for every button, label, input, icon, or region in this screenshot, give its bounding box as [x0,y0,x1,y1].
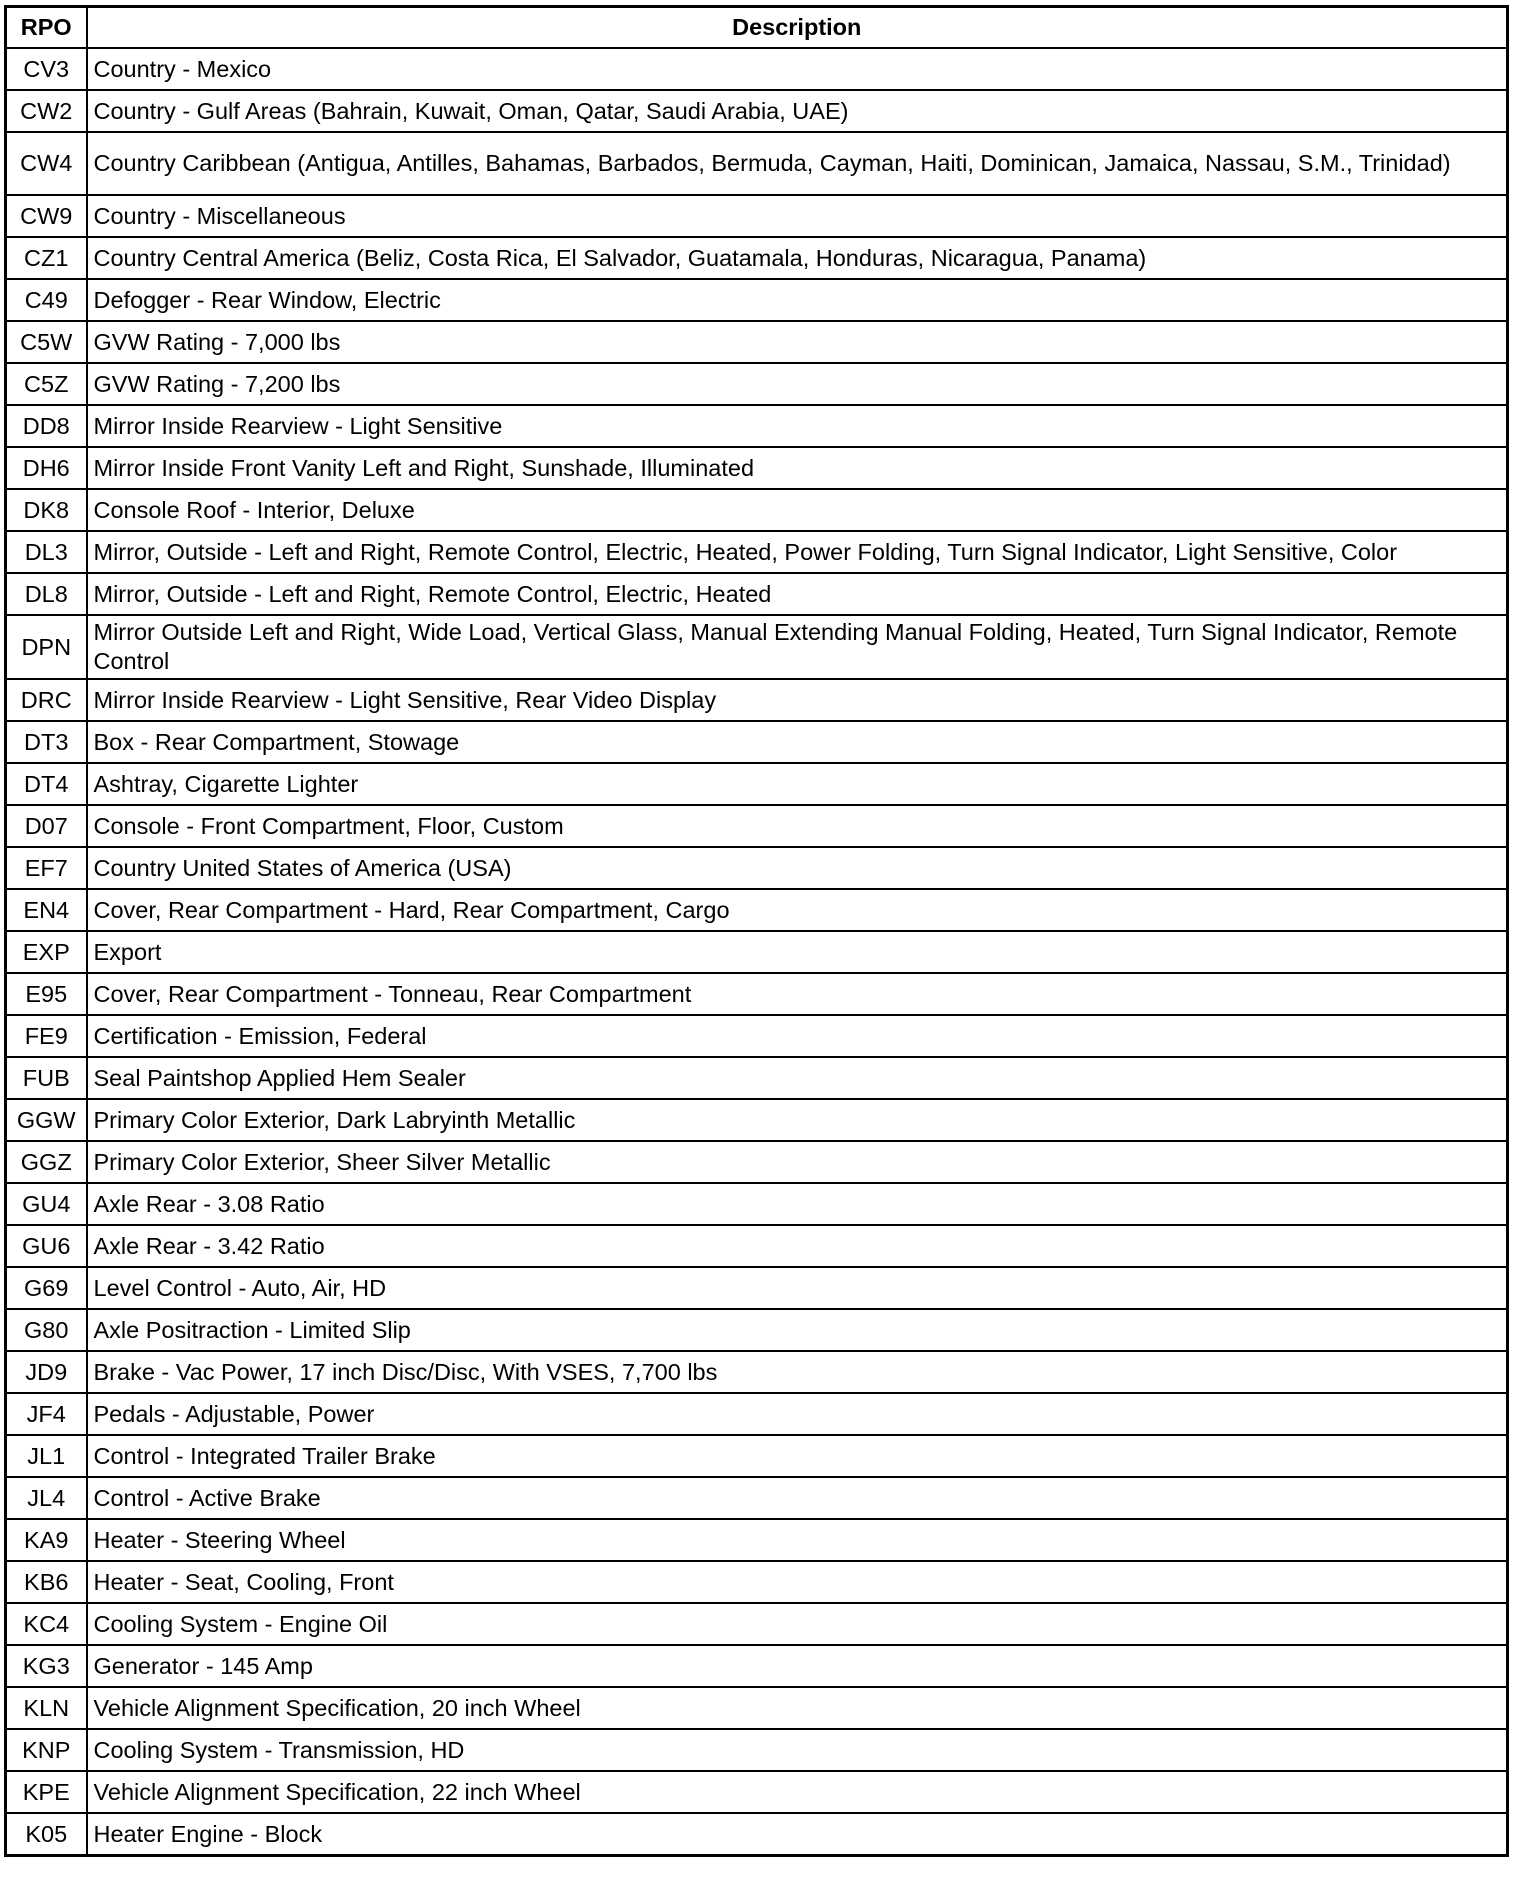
rpo-code-cell: C49 [6,279,87,321]
description-cell: Primary Color Exterior, Dark Labryinth Metallic [87,1099,1508,1141]
table-row [6,1519,1508,1561]
table-row [6,1645,1508,1687]
description-cell: Brake - Vac Power, 17 inch Disc/Disc, With VSES, 7,700 lbs [87,1351,1508,1393]
table-row [6,1393,1508,1435]
rpo-code-cell: DK8 [6,489,87,531]
rpo-code-cell: KB6 [6,1561,87,1603]
table-row [6,1687,1508,1729]
table-row [6,48,1508,90]
rpo-code-cell: DD8 [6,405,87,447]
table-row [6,1603,1508,1645]
rpo-code-cell: G80 [6,1309,87,1351]
table-row [6,763,1508,805]
table-row [6,531,1508,573]
table-row [6,1435,1508,1477]
table-row [6,1477,1508,1519]
rpo-code-cell: KPE [6,1771,87,1813]
table-row [6,1813,1508,1856]
description-cell: Box - Rear Compartment, Stowage [87,721,1508,763]
table-row [6,405,1508,447]
rpo-code-cell: K05 [6,1813,87,1856]
description-cell: Pedals - Adjustable, Power [87,1393,1508,1435]
description-cell: Mirror Outside Left and Right, Wide Load, Vertical Glass, Manual Extending Manual Folding, Heated, Turn Signal Indicator, Remote Control [87,615,1508,679]
rpo-code-cell: FE9 [6,1015,87,1057]
table-row [6,847,1508,889]
description-cell: Mirror Inside Rearview - Light Sensitive [87,405,1508,447]
rpo-code-cell: CZ1 [6,237,87,279]
table-row [6,447,1508,489]
rpo-code-cell: C5W [6,321,87,363]
rpo-table-container [4,5,1509,1857]
rpo-code-cell: KNP [6,1729,87,1771]
description-cell: Cover, Rear Compartment - Hard, Rear Compartment, Cargo [87,889,1508,931]
table-row [6,279,1508,321]
description-cell: Mirror, Outside - Left and Right, Remote Control, Electric, Heated, Power Folding, Turn Signal Indicator, Light Sensitive, Color [87,531,1508,573]
rpo-code-cell: CW2 [6,90,87,132]
description-cell: Axle Rear - 3.42 Ratio [87,1225,1508,1267]
description-cell: Country United States of America (USA) [87,847,1508,889]
description-cell: Export [87,931,1508,973]
description-cell: Country Central America (Beliz, Costa Rica, El Salvador, Guatamala, Honduras, Nicaragua, Panama) [87,237,1508,279]
description-cell: Cooling System - Engine Oil [87,1603,1508,1645]
table-row [6,615,1508,679]
rpo-code-cell: DRC [6,679,87,721]
table-row [6,132,1508,195]
rpo-code-cell: DL8 [6,573,87,615]
rpo-code-cell: DT4 [6,763,87,805]
description-cell: Heater Engine - Block [87,1813,1508,1856]
table-row [6,237,1508,279]
rpo-code-cell: D07 [6,805,87,847]
table-row [6,805,1508,847]
table-row [6,1309,1508,1351]
table-row [6,90,1508,132]
table-row [6,931,1508,973]
description-cell: Axle Positraction - Limited Slip [87,1309,1508,1351]
rpo-code-cell: DPN [6,615,87,679]
description-cell: Country - Mexico [87,48,1508,90]
description-cell: Ashtray, Cigarette Lighter [87,763,1508,805]
rpo-code-cell: EN4 [6,889,87,931]
rpo-code-cell: DT3 [6,721,87,763]
description-cell: Heater - Seat, Cooling, Front [87,1561,1508,1603]
rpo-code-cell: CW4 [6,132,87,195]
description-cell: Level Control - Auto, Air, HD [87,1267,1508,1309]
column-header-rpo: RPO [6,7,87,49]
description-cell: Defogger - Rear Window, Electric [87,279,1508,321]
description-cell: Mirror Inside Front Vanity Left and Right, Sunshade, Illuminated [87,447,1508,489]
rpo-code-cell: C5Z [6,363,87,405]
description-cell: Console - Front Compartment, Floor, Custom [87,805,1508,847]
rpo-code-cell: JD9 [6,1351,87,1393]
rpo-code-cell: KC4 [6,1603,87,1645]
table-row [6,1099,1508,1141]
description-cell: Control - Integrated Trailer Brake [87,1435,1508,1477]
rpo-code-cell: JL1 [6,1435,87,1477]
description-cell: Mirror Inside Rearview - Light Sensitive, Rear Video Display [87,679,1508,721]
rpo-code-cell: GU4 [6,1183,87,1225]
rpo-code-cell: GU6 [6,1225,87,1267]
rpo-code-cell: GGW [6,1099,87,1141]
table-row [6,321,1508,363]
header-row [6,7,1508,49]
description-cell: Control - Active Brake [87,1477,1508,1519]
table-row [6,1141,1508,1183]
rpo-code-cell: FUB [6,1057,87,1099]
table-row [6,1561,1508,1603]
description-cell: Cover, Rear Compartment - Tonneau, Rear Compartment [87,973,1508,1015]
description-cell: Country - Gulf Areas (Bahrain, Kuwait, Oman, Qatar, Saudi Arabia, UAE) [87,90,1508,132]
description-cell: GVW Rating - 7,000 lbs [87,321,1508,363]
column-header-description: Description [87,7,1508,49]
description-cell: Vehicle Alignment Specification, 22 inch Wheel [87,1771,1508,1813]
description-cell: Country Caribbean (Antigua, Antilles, Bahamas, Barbados, Bermuda, Cayman, Haiti, Dominican, Jamaica, Nassau, S.M., Trinidad) [87,132,1508,195]
rpo-code-cell: DL3 [6,531,87,573]
table-row [6,721,1508,763]
description-cell: Cooling System - Transmission, HD [87,1729,1508,1771]
table-row [6,1771,1508,1813]
rpo-code-cell: CW9 [6,195,87,237]
table-row [6,1225,1508,1267]
table-row [6,195,1508,237]
table-body [6,48,1508,1856]
table-row [6,1183,1508,1225]
rpo-table [4,5,1509,1857]
rpo-code-cell: JF4 [6,1393,87,1435]
rpo-code-cell: CV3 [6,48,87,90]
rpo-code-cell: G69 [6,1267,87,1309]
table-row [6,1267,1508,1309]
rpo-code-cell: EXP [6,931,87,973]
description-cell: Axle Rear - 3.08 Ratio [87,1183,1508,1225]
table-row [6,973,1508,1015]
table-row [6,573,1508,615]
description-cell: Seal Paintshop Applied Hem Sealer [87,1057,1508,1099]
rpo-code-cell: E95 [6,973,87,1015]
table-row [6,363,1508,405]
table-row [6,889,1508,931]
description-cell: Country - Miscellaneous [87,195,1508,237]
rpo-code-cell: GGZ [6,1141,87,1183]
table-row [6,1351,1508,1393]
description-cell: Vehicle Alignment Specification, 20 inch Wheel [87,1687,1508,1729]
table-row [6,1729,1508,1771]
description-cell: Console Roof - Interior, Deluxe [87,489,1508,531]
rpo-code-cell: KLN [6,1687,87,1729]
description-cell: Heater - Steering Wheel [87,1519,1508,1561]
rpo-code-cell: DH6 [6,447,87,489]
description-cell: Primary Color Exterior, Sheer Silver Metallic [87,1141,1508,1183]
table-row [6,679,1508,721]
table-row [6,489,1508,531]
rpo-code-cell: KG3 [6,1645,87,1687]
table-row [6,1057,1508,1099]
description-cell: Mirror, Outside - Left and Right, Remote Control, Electric, Heated [87,573,1508,615]
table-row [6,1015,1508,1057]
rpo-code-cell: EF7 [6,847,87,889]
description-cell: Generator - 145 Amp [87,1645,1508,1687]
rpo-code-cell: KA9 [6,1519,87,1561]
description-cell: GVW Rating - 7,200 lbs [87,363,1508,405]
description-cell: Certification - Emission, Federal [87,1015,1508,1057]
rpo-code-cell: JL4 [6,1477,87,1519]
